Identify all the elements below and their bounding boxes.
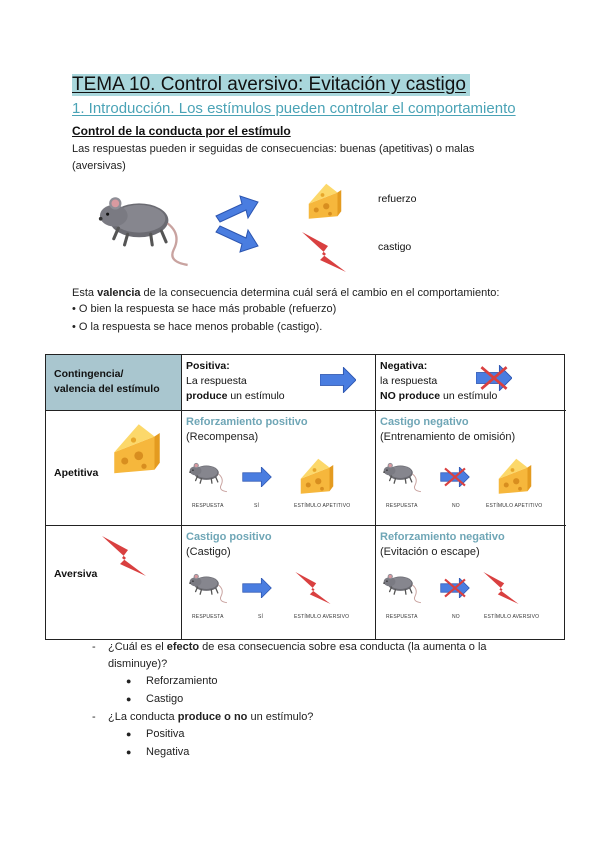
- aversiva-row-label: Aversiva: [46, 526, 182, 640]
- castigo-positivo-cell: Castigo positivo (Castigo) RESPUESTA SÍ ESTÍMULO AVERSIVO: [182, 526, 376, 640]
- crossed-arrow-icon: [438, 578, 472, 598]
- rat-icon: [188, 570, 228, 604]
- crossed-arrow-icon: [438, 467, 472, 487]
- lightning-icon: [294, 572, 332, 604]
- cheese-icon: [108, 419, 166, 475]
- section-heading: 1. Introducción. Los estímulos pueden controlar el comportamiento: [72, 100, 516, 117]
- list-item: Positiva: [146, 728, 185, 740]
- rat-icon: [382, 459, 422, 493]
- list-item: Castigo: [146, 693, 184, 705]
- arrow-icon: [320, 367, 356, 393]
- arrow-icon: [240, 467, 274, 487]
- question-efecto-line2: disminuye)?: [108, 658, 168, 670]
- cheese-icon: [302, 180, 348, 220]
- lightning-icon: [102, 536, 146, 576]
- question-dash: -: [92, 641, 96, 653]
- question-efecto: ¿Cuál es el efecto de esa consecuencia sobre esa conducta (la aumenta o la: [108, 641, 487, 653]
- reforzamiento-negativo-cell: Reforzamiento negativo (Evitación o escape) RESPUESTA NO ESTÍMULO AVERSIVO: [380, 531, 540, 620]
- refuerzo-label: refuerzo: [378, 193, 417, 205]
- arrow-icon: [240, 578, 274, 598]
- double-arrow-icon: [212, 192, 262, 256]
- rat-large-image: [78, 188, 208, 268]
- lightning-icon: [482, 572, 520, 604]
- page-title: TEMA 10. Control aversivo: Evitación y castigo: [72, 74, 470, 96]
- rat-icon: [382, 570, 422, 604]
- subsection-heading: Control de la conducta por el estímulo: [72, 124, 291, 138]
- bullet-refuerzo: • O bien la respuesta se hace más probable (refuerzo): [72, 303, 337, 315]
- crossed-arrow-icon: [476, 365, 512, 391]
- question-produce: ¿La conducta produce o no un estímulo?: [108, 711, 314, 723]
- cheese-icon: [494, 455, 536, 495]
- table-corner-header: Contingencia/ valencia del estímulo: [46, 355, 182, 411]
- list-item: Negativa: [146, 746, 190, 758]
- cheese-icon: [296, 455, 338, 495]
- positiva-header: Positiva: La respuesta produce un estímulo: [182, 355, 376, 411]
- castigo-negativo-cell: Castigo negativo (Entrenamiento de omisión) RESPUESTA NO ESTÍMULO APETITIVO: [376, 411, 566, 526]
- bullet-dot: ●: [126, 694, 132, 704]
- valencia-paragraph: Esta valencia de la consecuencia determina cuál será el cambio en el comportamiento:: [72, 287, 500, 299]
- bullet-dot: ●: [126, 676, 132, 686]
- bullet-castigo: • O la respuesta se hace menos probable (castigo).: [72, 321, 323, 333]
- bullet-dot: ●: [126, 729, 132, 739]
- reforzamiento-positivo-cell: Reforzamiento positivo (Recompensa) RESPUESTA SÍ ESTÍMULO APETITIVO: [182, 411, 376, 526]
- intro-paragraph: Las respuestas pueden ir seguidas de consecuencias: buenas (apetitivas) o malas (aversivas): [72, 143, 475, 172]
- question-dash: -: [92, 711, 96, 723]
- contingency-table: [45, 354, 565, 640]
- negativa-header: Negativa: la respuesta NO produce un estímulo: [376, 355, 566, 411]
- list-item: Reforzamiento: [146, 675, 218, 687]
- lightning-icon: [302, 232, 346, 272]
- rat-icon: [188, 459, 228, 493]
- castigo-label: castigo: [378, 241, 412, 253]
- bullet-dot: ●: [126, 747, 132, 757]
- apetitiva-row-label: Apetitiva: [46, 411, 182, 526]
